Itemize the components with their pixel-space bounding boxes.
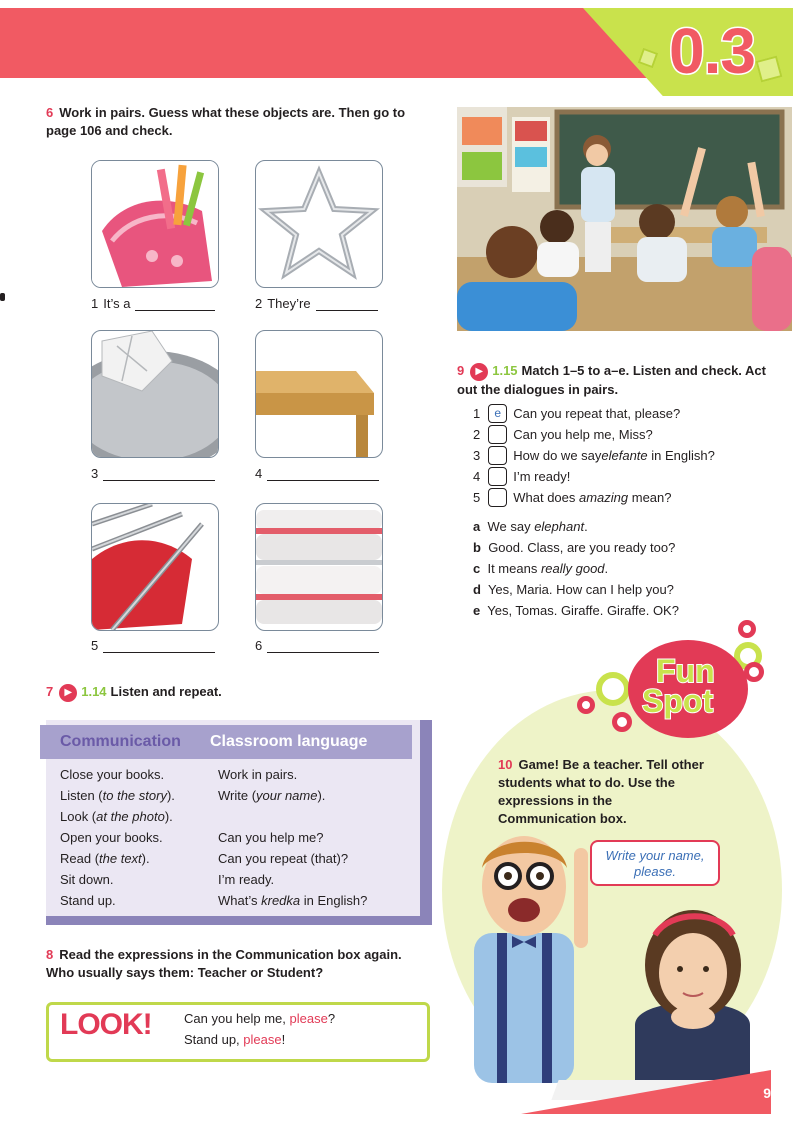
match-question-5: 5 What does amazing mean?	[473, 490, 672, 505]
comm-left-5: Sit down.	[60, 872, 114, 887]
match-answer-b: b Good. Class, are you ready too?	[473, 540, 676, 555]
decor-ring	[738, 620, 756, 638]
funspot-word-2: Spot	[642, 683, 714, 719]
comm-right-3: Can you help me?	[218, 830, 324, 845]
audio-icon[interactable]: ▶	[470, 363, 488, 381]
decor-ring	[577, 696, 595, 714]
ex6-instruction: 6 Work in pairs. Guess what these objects are. Then go to page 106 and check.	[46, 105, 406, 138]
match-question-1: 1 e Can you repeat that, please?	[473, 406, 681, 421]
answer-box[interactable]	[488, 446, 507, 465]
boy-illustration	[462, 828, 592, 1083]
answer-box[interactable]	[488, 488, 507, 507]
comm-right-1: Write (your name).	[218, 788, 326, 803]
match-question-3: 3 How do we say elefante in English?	[473, 448, 715, 463]
ex8-instruction: 8 Read the expressions in the Communication box again. Who usually says them: Teacher or Student?	[46, 947, 402, 980]
comm-right-4: Can you repeat (that)?	[218, 851, 349, 866]
comm-right-5: I’m ready.	[218, 872, 275, 887]
match-answer-c: c It means really good.	[473, 561, 609, 576]
caption-2: 2 They’re	[255, 296, 378, 311]
caption-5: 5	[91, 638, 215, 653]
comm-right-6: What’s kredka in English?	[218, 893, 368, 908]
comm-left-0: Close your books.	[60, 767, 165, 782]
photo-desk	[255, 330, 383, 458]
ex7-instruction: 7 ▶ 1.14 Listen and repeat.	[46, 683, 222, 702]
communication-box-edge	[46, 916, 432, 925]
photo-chair	[91, 503, 219, 631]
caption-3: 3	[91, 466, 215, 481]
decor-ring	[612, 712, 632, 732]
communication-title: Classroom language	[210, 733, 368, 750]
communication-label: Communication	[60, 733, 181, 750]
comm-left-6: Stand up.	[60, 893, 116, 908]
ex9-instruction: 9 ▶ 1.15 Match 1–5 to a–e. Listen and check. Act out the dialogues in pairs.	[457, 363, 766, 397]
speech-bubble: Write your name, please.	[590, 840, 720, 886]
answer-box[interactable]: e	[488, 404, 507, 423]
comm-left-2: Look (at the photo).	[60, 809, 173, 824]
girl-illustration	[625, 905, 760, 1085]
caption-4: 4	[255, 466, 379, 481]
match-question-2: 2 Can you help me, Miss?	[473, 427, 653, 442]
margin-mark	[0, 293, 5, 301]
caption-1: 1 It’s a	[91, 296, 215, 311]
photo-books	[255, 503, 383, 631]
decor-ring	[596, 672, 630, 706]
answer-box[interactable]	[488, 425, 507, 444]
look-line-2: Stand up, please!	[184, 1032, 286, 1047]
funspot-word-1: Fun	[656, 653, 715, 689]
lesson-number: 0.3	[669, 15, 755, 87]
comm-left-3: Open your books.	[60, 830, 163, 845]
match-question-4: 4 I’m ready!	[473, 469, 571, 484]
look-label: LOOK!	[60, 1008, 152, 1041]
decor-ring	[744, 662, 764, 682]
comm-left-4: Read (the text).	[60, 851, 150, 866]
page-number: 9	[763, 1085, 771, 1101]
comm-right-0: Work in pairs.	[218, 767, 298, 782]
classroom-photo	[457, 107, 792, 331]
match-answer-a: a We say elephant.	[473, 519, 588, 534]
photo-pencil-case	[91, 160, 219, 288]
comm-left-1: Listen (to the story).	[60, 788, 175, 803]
match-answer-d: d Yes, Maria. How can I help you?	[473, 582, 674, 597]
match-answer-e: e Yes, Tomas. Giraffe. Giraffe. OK?	[473, 603, 679, 618]
caption-6: 6	[255, 638, 379, 653]
photo-bin	[91, 330, 219, 458]
photo-scissors	[255, 160, 383, 288]
communication-box-edge	[420, 720, 432, 925]
audio-icon[interactable]: ▶	[59, 684, 77, 702]
answer-box[interactable]	[488, 467, 507, 486]
look-line-1: Can you help me, please?	[184, 1011, 336, 1026]
ex10-instruction: 10 Game! Be a teacher. Tell other students what to do. Use the expressions in the Communication box.	[498, 757, 704, 826]
